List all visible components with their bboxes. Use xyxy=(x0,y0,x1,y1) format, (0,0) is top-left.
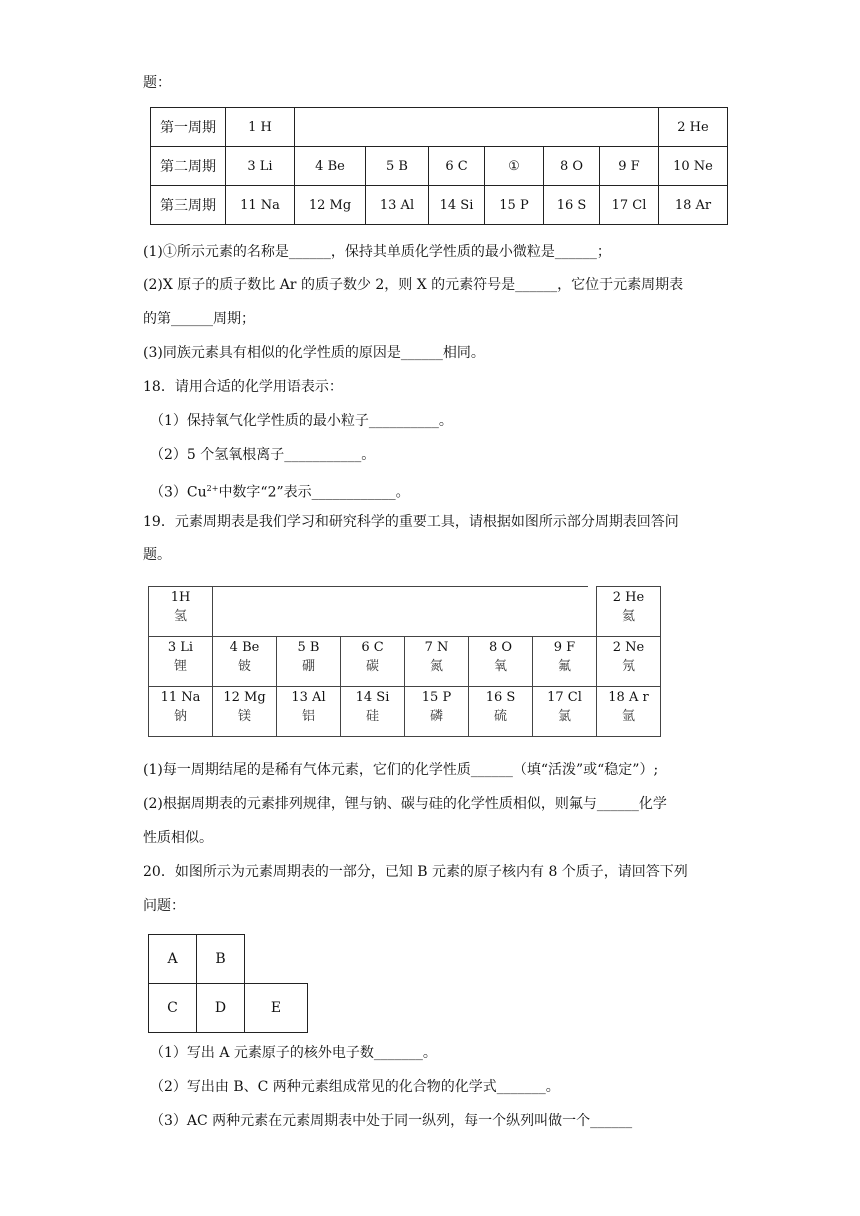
element-cell: 11 Na xyxy=(226,186,295,225)
table-row xyxy=(151,147,728,186)
element-grid xyxy=(148,934,308,1033)
table-row xyxy=(151,108,728,147)
element-box: 9 F 氟 xyxy=(533,637,597,687)
q18-part2: （2）5 个氢氧根离子___________。 xyxy=(150,447,376,463)
q17-part3: (3)同族元素具有相似的化学性质的原因是______相同。 xyxy=(143,345,485,361)
element-box: 7 N 氮 xyxy=(405,637,469,687)
periodic-table-2 xyxy=(148,586,661,737)
q18-part3: $(3)Cu^{2+}$中数字“2”表示____________。 xyxy=(150,484,410,501)
element-box: 5 B 硼 xyxy=(277,637,341,687)
q20-part3: （3）AC 两种元素在元素周期表中处于同一纵列，每一个纵列叫做一个______ xyxy=(150,1113,633,1129)
table-row xyxy=(149,935,308,984)
q19-title-line2: 题。 xyxy=(143,547,171,563)
element-box: 6 C 碳 xyxy=(341,637,405,687)
grid-cell-a: A xyxy=(149,935,197,984)
q18-part1: （1）保持氧气化学性质的最小粒子__________。 xyxy=(150,413,453,429)
element-box: 4 Be 铍 xyxy=(213,637,277,687)
element-box: 2 Ne 氖 xyxy=(597,637,661,687)
element-box: 3 Li 锂 xyxy=(149,637,213,687)
element-cell: 14 Si xyxy=(429,186,485,225)
element-cell: 4 Be xyxy=(295,147,366,186)
table-row xyxy=(149,637,661,687)
q20-title-line1: 20．如图所示为元素周期表的一部分，已知 B 元素的原子核内有 8 个质子，请回答下列 xyxy=(143,864,688,880)
element-cell: 16 S xyxy=(544,186,600,225)
periodic-table-1 xyxy=(150,107,728,225)
element-cell: 6 C xyxy=(429,147,485,186)
q19-part2b: 性质相似。 xyxy=(143,830,213,846)
period-label: 第二周期 xyxy=(151,147,226,186)
element-cell: 9 F xyxy=(600,147,659,186)
element-box: 8 O 氧 xyxy=(469,637,533,687)
element-box: 18 A r 氩 xyxy=(597,687,661,737)
grid-cell-d: D xyxy=(197,984,245,1033)
table-row xyxy=(149,984,308,1033)
period-label: 第一周期 xyxy=(151,108,226,147)
element-box: 11 Na 钠 xyxy=(149,687,213,737)
q20-part1: （1）写出 A 元素原子的核外电子数_______。 xyxy=(150,1045,437,1061)
q19-title-line1: 19．元素周期表是我们学习和研究科学的重要工具，请根据如图所示部分周期表回答问 xyxy=(143,514,679,530)
element-cell-unknown: ① xyxy=(485,147,544,186)
empty-span-cell xyxy=(295,108,659,147)
element-cell: 8 O xyxy=(544,147,600,186)
element-cell: 17 Cl xyxy=(600,186,659,225)
grid-cell-c: C xyxy=(149,984,197,1033)
q17-part2a: (2)X 原子的质子数比 Ar 的质子数少 2，则 X 的元素符号是______，它位于元素周期表 xyxy=(143,277,684,293)
table-row xyxy=(149,687,661,737)
table-row xyxy=(149,587,661,637)
element-cell: 2 He xyxy=(659,108,728,147)
period-label: 第三周期 xyxy=(151,186,226,225)
q19-part1: (1)每一周期结尾的是稀有气体元素，它们的化学性质______（填“活泼”或“稳定”）; xyxy=(143,762,659,778)
grid-cell-e: E xyxy=(245,984,308,1033)
element-box: 14 Si 硅 xyxy=(341,687,405,737)
q17-part1: (1)①所示元素的名称是______，保持其单质化学性质的最小微粒是______； xyxy=(143,244,611,260)
element-cell: 18 Ar xyxy=(659,186,728,225)
element-box: 12 Mg 镁 xyxy=(213,687,277,737)
grid-cell-b: B xyxy=(197,935,245,984)
element-cell: 12 Mg xyxy=(295,186,366,225)
table-row xyxy=(151,186,728,225)
element-box: 16 S 硫 xyxy=(469,687,533,737)
q18-title: 18．请用合适的化学用语表示： xyxy=(143,379,343,395)
element-box: 1H 氢 xyxy=(149,587,213,637)
element-cell: 10 Ne xyxy=(659,147,728,186)
question-tail: 题： xyxy=(143,75,171,91)
q17-part2b: 的第______周期； xyxy=(143,311,255,327)
element-cell: 5 B xyxy=(366,147,429,186)
element-box: 13 Al 铝 xyxy=(277,687,341,737)
q19-part2a: (2)根据周期表的元素排列规律，锂与钠、碳与硅的化学性质相似，则氟与______化学 xyxy=(143,796,667,812)
element-box: 15 P 磷 xyxy=(405,687,469,737)
element-cell: 15 P xyxy=(485,186,544,225)
element-cell: 1 H xyxy=(226,108,295,147)
q20-title-line2: 问题： xyxy=(143,898,185,914)
q20-part2: （2）写出由 B、C 两种元素组成常见的化合物的化学式_______。 xyxy=(150,1079,560,1095)
element-cell: 13 Al xyxy=(366,186,429,225)
element-box: 17 Cl 氯 xyxy=(533,687,597,737)
element-cell: 3 Li xyxy=(226,147,295,186)
element-box: 2 He 氦 xyxy=(597,587,661,637)
